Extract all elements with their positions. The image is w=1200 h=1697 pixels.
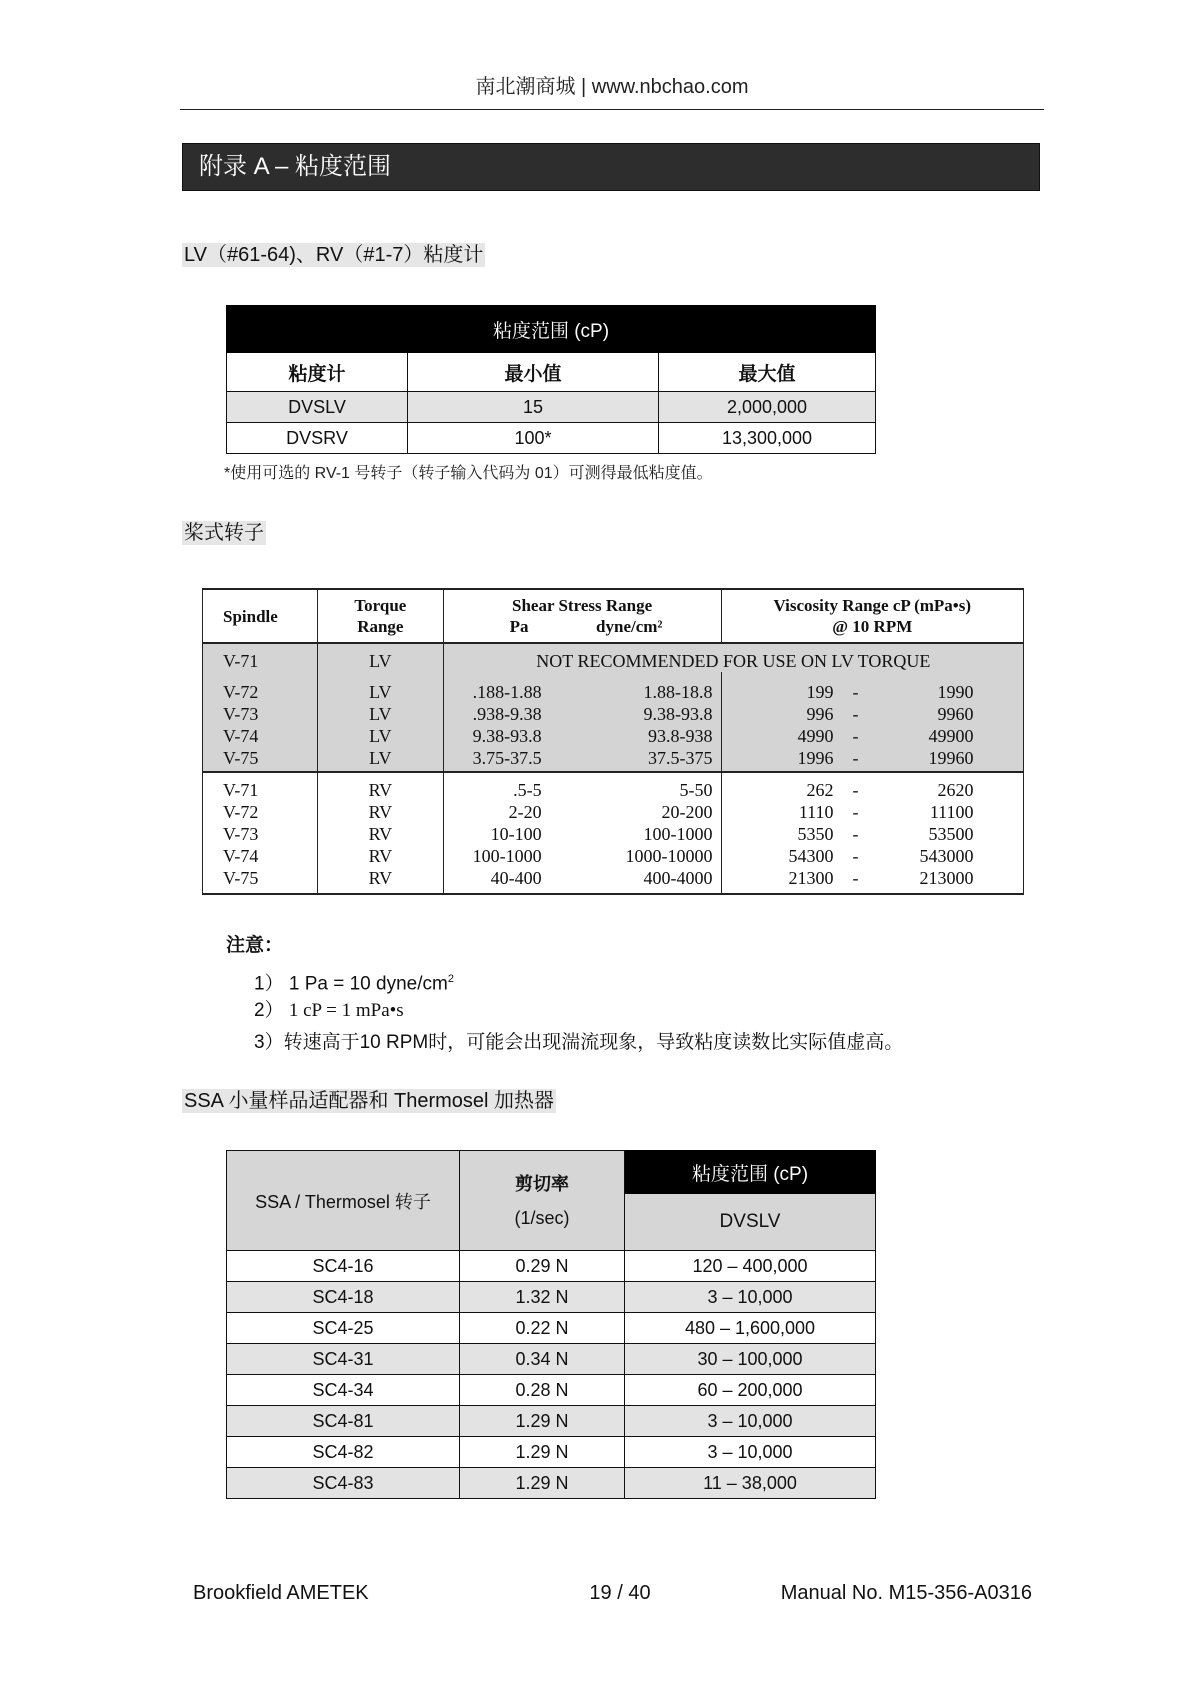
torque-header-line1: Torque — [354, 596, 407, 615]
site-header: 南北潮商城 | www.nbchao.com — [475, 76, 749, 98]
note-number: 3） — [254, 1032, 284, 1053]
section-title-banner: 附录 A – 粘度范围 — [182, 143, 1040, 191]
cell-range: 30 – 100,000 — [625, 1344, 876, 1375]
cell-pa: 100-1000 — [472, 846, 542, 866]
cell-vmin: 5350 — [797, 824, 834, 844]
col-header-viscosity — [721, 589, 1023, 643]
range-dash: - — [852, 802, 859, 822]
cell-spindle: SC4-81 — [227, 1406, 460, 1437]
cell-dyne: 1.88-18.8 — [643, 682, 713, 702]
cell-range: 11 – 38,000 — [625, 1468, 876, 1499]
footer-page-number: 19 / 40 — [589, 1582, 651, 1604]
section3-heading-wrap — [182, 1088, 556, 1114]
cell-pa: 9.38-93.8 — [472, 726, 542, 746]
cell-vmax: 543000 — [919, 846, 974, 866]
cell-shear: 1.32 N — [460, 1282, 625, 1313]
cell-spindle: V-74 — [223, 846, 259, 866]
cell-shear: 0.28 N — [460, 1375, 625, 1406]
table-row-group-lv — [203, 672, 1024, 772]
table-row — [227, 1375, 876, 1406]
col-header-shear — [443, 589, 721, 643]
cell-vmin: 21300 — [788, 868, 834, 888]
cell-torque: RV — [368, 868, 393, 888]
cell-spindle: SC4-25 — [227, 1313, 460, 1344]
cell-dyne: 20-200 — [661, 802, 713, 822]
cell-max: 13,300,000 — [659, 423, 876, 454]
shear-header-line1: Shear Stress Range — [512, 596, 653, 615]
cell-vmax: 2620 — [937, 780, 974, 800]
note-number: 2） — [254, 1000, 284, 1021]
cell-vmax: 53500 — [928, 824, 974, 844]
cell-range: 60 – 200,000 — [625, 1375, 876, 1406]
cell-spindle: V-74 — [223, 726, 259, 746]
cell-spindle: V-75 — [223, 868, 259, 888]
cell-shear: 1.29 N — [460, 1406, 625, 1437]
cell-meter: DVSLV — [227, 392, 408, 423]
cell-dyne: 1000-10000 — [625, 846, 713, 866]
section2-heading-wrap — [182, 520, 266, 546]
range-dash: - — [852, 726, 859, 746]
cell-torque: RV — [368, 802, 393, 822]
cell-spindle: V-73 — [223, 824, 259, 844]
cell-vmax: 49900 — [928, 726, 974, 746]
viscosity-header-line1: Viscosity Range cP (mPa•s) — [773, 596, 971, 615]
note-superscript: 2 — [447, 973, 454, 985]
note-item — [226, 1027, 903, 1059]
cell-vmin: 996 — [806, 704, 834, 724]
cell-vmin: 1110 — [798, 802, 834, 822]
table-row — [227, 1344, 876, 1375]
shear-header-pa: Pa — [509, 617, 529, 636]
range-dash: - — [852, 780, 859, 800]
notes-title: 注意： — [226, 935, 284, 956]
col-header-spindle: Spindle — [203, 589, 318, 643]
cell-torque: RV — [368, 824, 393, 844]
note-text: 1 cP = 1 mPa•s — [288, 1000, 404, 1021]
footer-manual-number: Manual No. M15-356-A0316 — [780, 1582, 1032, 1604]
cell-spindle: SC4-31 — [227, 1344, 460, 1375]
cell-vmin: 262 — [806, 780, 834, 800]
range-dash: - — [852, 748, 859, 768]
cell-torque: LV — [369, 651, 392, 671]
cell-range: 480 – 1,600,000 — [625, 1313, 876, 1344]
cell-dyne: 400-4000 — [643, 868, 713, 888]
note-text: 1 Pa = 10 dyne/cm — [288, 973, 448, 995]
section3-heading: SSA 小量样品适配器和 Thermosel 加热器 — [184, 1090, 555, 1112]
note-number: 1） — [254, 973, 284, 995]
cell-pa: .5-5 — [513, 780, 542, 800]
table-row — [227, 1468, 876, 1499]
note-text: 转速高于10 RPM时，可能会出现湍流现象，导致粘度读数比实际值虚高。 — [283, 1032, 904, 1053]
cell-spindle: V-72 — [223, 802, 259, 822]
cell-pa: .938-9.38 — [472, 704, 542, 724]
cell-torque: LV — [369, 682, 392, 702]
col-header-max: 最大值 — [659, 353, 876, 392]
cell-vmin: 1996 — [797, 748, 834, 768]
cell-spindle: SC4-18 — [227, 1282, 460, 1313]
viscosity-range-table — [226, 305, 876, 454]
table-row-group-rv — [203, 772, 1024, 894]
cell-pa: 40-400 — [490, 868, 542, 888]
table-row — [227, 1313, 876, 1344]
cell-dyne: 100-1000 — [643, 824, 713, 844]
cell-pa: 3.75-37.5 — [472, 748, 542, 768]
cell-shear: 1.29 N — [460, 1437, 625, 1468]
cell-spindle: SC4-16 — [227, 1251, 460, 1282]
table-row — [203, 643, 1024, 672]
table-row — [227, 1437, 876, 1468]
range-dash: - — [852, 682, 859, 702]
cell-spindle: SC4-82 — [227, 1437, 460, 1468]
cell-vmax: 9960 — [937, 704, 974, 724]
cell-spindle: V-72 — [223, 682, 259, 702]
cell-dyne: 93.8-938 — [648, 726, 713, 746]
section1-heading-wrap — [182, 242, 485, 268]
cell-vmax: 19960 — [928, 748, 974, 768]
viscosity-range-table-title: 粘度范围 (cP) — [227, 306, 876, 353]
col-header-shear — [460, 1151, 625, 1251]
cell-shear: 0.29 N — [460, 1251, 625, 1282]
cell-pa: .188-1.88 — [472, 682, 542, 702]
cell-meter: DVSRV — [227, 423, 408, 454]
cell-dyne: 9.38-93.8 — [643, 704, 713, 724]
table-footnote: *使用可选的 RV-1 号转子（转子输入代码为 01）可测得最低粘度值。 — [224, 465, 713, 482]
range-dash: - — [852, 704, 859, 724]
cell-shear: 0.34 N — [460, 1344, 625, 1375]
cell-min: 100* — [408, 423, 659, 454]
cell-spindle: V-71 — [223, 780, 259, 800]
table-row — [227, 1406, 876, 1437]
cell-vmin: 54300 — [788, 846, 834, 866]
col-header-meter: 粘度计 — [227, 353, 408, 392]
cell-range: 3 – 10,000 — [625, 1282, 876, 1313]
cell-dyne: 37.5-375 — [648, 748, 713, 768]
torque-header-line2: Range — [357, 617, 404, 636]
cell-vmin: 199 — [806, 682, 834, 702]
table-row — [227, 423, 876, 454]
col-header-spindle: SSA / Thermosel 转子 — [227, 1151, 460, 1251]
footer-company: Brookfield AMETEK — [193, 1582, 369, 1604]
cell-min: 15 — [408, 392, 659, 423]
col-header-range: 粘度范围 (cP) — [625, 1151, 876, 1194]
section2-heading: 桨式转子 — [184, 522, 264, 544]
header-divider — [180, 109, 1044, 110]
paddle-spindle-table — [202, 588, 1024, 895]
cell-range: 3 – 10,000 — [625, 1437, 876, 1468]
cell-spindle: SC4-34 — [227, 1375, 460, 1406]
table-row — [227, 392, 876, 423]
col-header-torque — [318, 589, 444, 643]
cell-vmin: 4990 — [797, 726, 834, 746]
cell-vmax: 11100 — [929, 802, 974, 822]
shear-header-dyne: dyne/cm² — [596, 617, 663, 636]
range-dash: - — [852, 846, 859, 866]
cell-spindle: V-75 — [223, 748, 259, 768]
range-dash: - — [852, 824, 859, 844]
ssa-thermosel-table — [226, 1150, 876, 1499]
cell-spindle: V-73 — [223, 704, 259, 724]
cell-torque: LV — [369, 748, 392, 768]
cell-vmax: 1990 — [937, 682, 974, 702]
table-row — [227, 1282, 876, 1313]
cell-vmax: 213000 — [919, 868, 974, 888]
cell-torque: RV — [368, 846, 393, 866]
cell-pa: 2-20 — [508, 802, 542, 822]
cell-torque: LV — [369, 704, 392, 724]
cell-max: 2,000,000 — [659, 392, 876, 423]
shear-header-line1: 剪切率 — [515, 1173, 569, 1194]
cell-dyne: 5-50 — [679, 780, 713, 800]
cell-pa: 10-100 — [490, 824, 542, 844]
table-row — [227, 1251, 876, 1282]
section1-heading: LV（#61-64)、RV（#1-7）粘度计 — [184, 244, 484, 266]
cell-torque: RV — [368, 780, 393, 800]
range-dash: - — [852, 868, 859, 888]
cell-torque: LV — [369, 726, 392, 746]
cell-shear: 0.22 N — [460, 1313, 625, 1344]
notes-block — [226, 930, 903, 1059]
col-header-meter: DVSLV — [625, 1194, 876, 1251]
cell-range: 3 – 10,000 — [625, 1406, 876, 1437]
cell-spindle: SC4-83 — [227, 1468, 460, 1499]
note-item — [226, 995, 903, 1027]
note-item — [226, 963, 903, 995]
cell-range: 120 – 400,000 — [625, 1251, 876, 1282]
viscosity-header-line2: @ 10 RPM — [832, 617, 913, 636]
not-recommended-note: NOT RECOMMENDED FOR USE ON LV TORQUE — [536, 651, 931, 671]
shear-header-line2: (1/sec) — [514, 1207, 570, 1228]
cell-spindle: V-71 — [223, 651, 259, 671]
col-header-min: 最小值 — [408, 353, 659, 392]
cell-shear: 1.29 N — [460, 1468, 625, 1499]
